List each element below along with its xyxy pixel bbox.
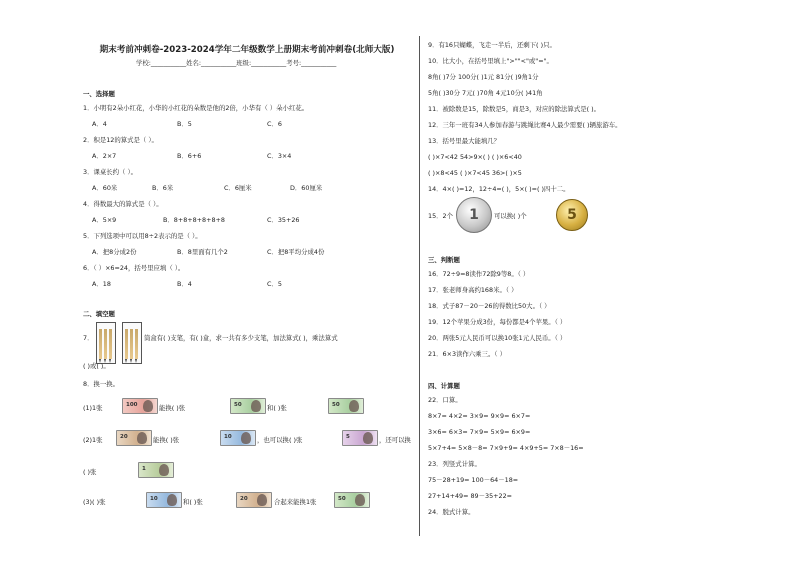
banknote-20-image: 20 — [236, 492, 272, 508]
question-10-row2: 5角( )30分 7元( )70角 4元10分( )41角 — [428, 89, 543, 97]
exchange-row1-prefix: (1)1张 — [83, 404, 103, 412]
question-1: 1．小明有2朵小红花，小华的小红花的朵数是他的2倍，小华有（ ）朵小红花。 — [83, 104, 309, 112]
q4-option-c: C．35+26 — [267, 216, 300, 224]
exchange-row3-prefix: (3)( )张 — [83, 498, 106, 506]
question-4: 4．得数最大的算式是（ ）。 — [83, 200, 163, 208]
question-7-line2: ( )或( )。 — [83, 362, 110, 370]
question-10: 10．比大小，在括号里填上">""<"或"="。 — [428, 57, 553, 65]
q3-option-a: A．60米 — [92, 184, 118, 192]
banknote-50-image: 50 — [334, 492, 370, 508]
q3-option-d: D．60厘米 — [290, 184, 323, 192]
exchange-row1-text2: 和( )张 — [267, 404, 287, 412]
banknote-1-image: 1 — [138, 462, 174, 478]
question-18: 18．式子87－20－26的得数比50大。（ ） — [428, 302, 551, 310]
question-20: 20．两张5元人民币可以换10张1元人民币。（ ） — [428, 334, 567, 342]
question-10-row1: 8角( )7分 100分( )1元 81分( )9角1分 — [428, 73, 539, 81]
question-16: 16．72÷9=8读作72除9等8。（ ） — [428, 270, 530, 278]
banknote-10-image: 10 — [220, 430, 256, 446]
q2-option-b: B．6+6 — [177, 152, 202, 160]
question-11: 11．被除数是15，除数是5，商是3，对应的除法算式是( )。 — [428, 105, 601, 113]
question-3: 3．课桌长约（ ）。 — [83, 168, 138, 176]
coin-5-jiao-image: 5 — [556, 199, 588, 231]
q4-option-a: A．5×9 — [92, 216, 117, 224]
question-24: 24．脱式计算。 — [428, 508, 475, 516]
exchange-row1-text1: 能换( )张 — [159, 404, 186, 412]
question-7-text: 筒盒有( )支笔，有( )盒，求一共有多少支笔，加法算式( )，乘法算式 — [144, 334, 338, 342]
question-14: 14．4×( )=12，12÷4=( )，5×( )=( )四十二。 — [428, 185, 570, 193]
question-5: 5．下列选项中可以用8÷2表示的是（ ）。 — [83, 232, 202, 240]
question-21: 21．6×3读作六乘三。（ ） — [428, 350, 506, 358]
section-calc-heading: 四、计算题 — [428, 382, 460, 390]
q2-option-c: C．3×4 — [267, 152, 292, 160]
mental-math-row2: 3×6= 6×3= 7×9= 5×9= 6×9= — [428, 428, 531, 436]
banknote-100-image: 100 — [122, 398, 158, 414]
q6-option-b: B．4 — [177, 280, 192, 288]
pencil-box-image — [122, 322, 142, 364]
section-judge-heading: 三、判断题 — [428, 256, 460, 264]
exchange-row3-text1: 和( )张 — [183, 498, 203, 506]
question-13-row2: ( )×8<45 ( )×7<45 36>( )×5 — [428, 169, 522, 177]
q1-option-c: C．6 — [267, 120, 282, 128]
question-23: 23．列竖式计算。 — [428, 460, 481, 468]
question-15-prefix: 15．2个 — [428, 212, 453, 220]
q6-option-c: C．5 — [267, 280, 282, 288]
q5-option-a: A．把8分成2份 — [92, 248, 137, 256]
student-info-line: 学校:___________姓名:___________班级:___________考号:___________ — [136, 59, 337, 67]
banknote-20-image: 20 — [116, 430, 152, 446]
banknote-5-image: 5 — [342, 430, 378, 446]
banknote-10-image: 10 — [146, 492, 182, 508]
paper-title: 期末考前冲刺卷-2023-2024学年二年级数学上册期末考前冲刺卷(北师大版) — [99, 45, 395, 55]
q5-option-c: C．把8平均分成4份 — [267, 248, 325, 256]
q1-option-b: B．5 — [177, 120, 192, 128]
question-15-text: 可以换( )个 — [494, 212, 527, 220]
q2-option-a: A．2×7 — [92, 152, 117, 160]
coin-1-yuan-image: 1 — [456, 197, 492, 233]
question-6: 6．（ ）×6=24，括号里应填（ ）。 — [83, 264, 185, 272]
exchange-row2-prefix: (2)1张 — [83, 436, 103, 444]
q5-option-b: B．8里面有几个2 — [177, 248, 228, 256]
question-13: 13．括号里最大能填几？ — [428, 137, 501, 145]
vertical-calc-row2: 27+14+49= 89－35+22= — [428, 492, 512, 500]
exchange-row3-text2: 合起来能换1张 — [274, 498, 317, 506]
exchange-row2-text1: 能换( )张 — [153, 436, 180, 444]
exchange-row2-text2: ，也可以换( )张 — [257, 436, 303, 444]
q6-option-a: A．18 — [92, 280, 111, 288]
mental-math-row3: 5×7+4= 5×8－8= 7×9+9= 4×9+5= 7×8－16= — [428, 444, 584, 452]
question-9: 9．有16只蝴蝶，飞走一半后，还剩下( )只。 — [428, 41, 556, 49]
question-2: 2．积是12的算式是（ ）。 — [83, 136, 158, 144]
column-divider — [419, 36, 420, 536]
q4-option-b: B．8+8+8+8+8+8 — [163, 216, 225, 224]
question-17: 17．张老师身高约168米。（ ） — [428, 286, 518, 294]
exchange-row2-line2: ( )张 — [83, 468, 97, 476]
banknote-50-image: 50 — [328, 398, 364, 414]
q3-option-c: C．6厘米 — [224, 184, 252, 192]
q3-option-b: B．6米 — [152, 184, 174, 192]
question-13-row1: ( )×7<42 54>9×( ) ( )×6<40 — [428, 153, 522, 161]
banknote-50-image: 50 — [230, 398, 266, 414]
question-12: 12．三年一班有34人参加春游与跳绳比赛4人最少需要( )辆旅游车。 — [428, 121, 622, 129]
pencil-box-image — [96, 322, 116, 364]
question-22: 22．口算。 — [428, 396, 462, 404]
mental-math-row1: 8×7= 4×2= 3×9= 9×9= 6×7= — [428, 412, 531, 420]
exchange-row2-text3: ，还可以换 — [379, 436, 411, 444]
section-fill-heading: 二、填空题 — [83, 310, 115, 318]
q1-option-a: A．4 — [92, 120, 107, 128]
section-choice-heading: 一、选择题 — [83, 90, 115, 98]
question-7-number: 7． — [83, 334, 94, 342]
question-19: 19．12个苹果分成3份，每份都是4个苹果。（ ） — [428, 318, 567, 326]
vertical-calc-row1: 75－28+19= 100－64－18= — [428, 476, 519, 484]
question-8: 8．换一换。 — [83, 380, 120, 388]
